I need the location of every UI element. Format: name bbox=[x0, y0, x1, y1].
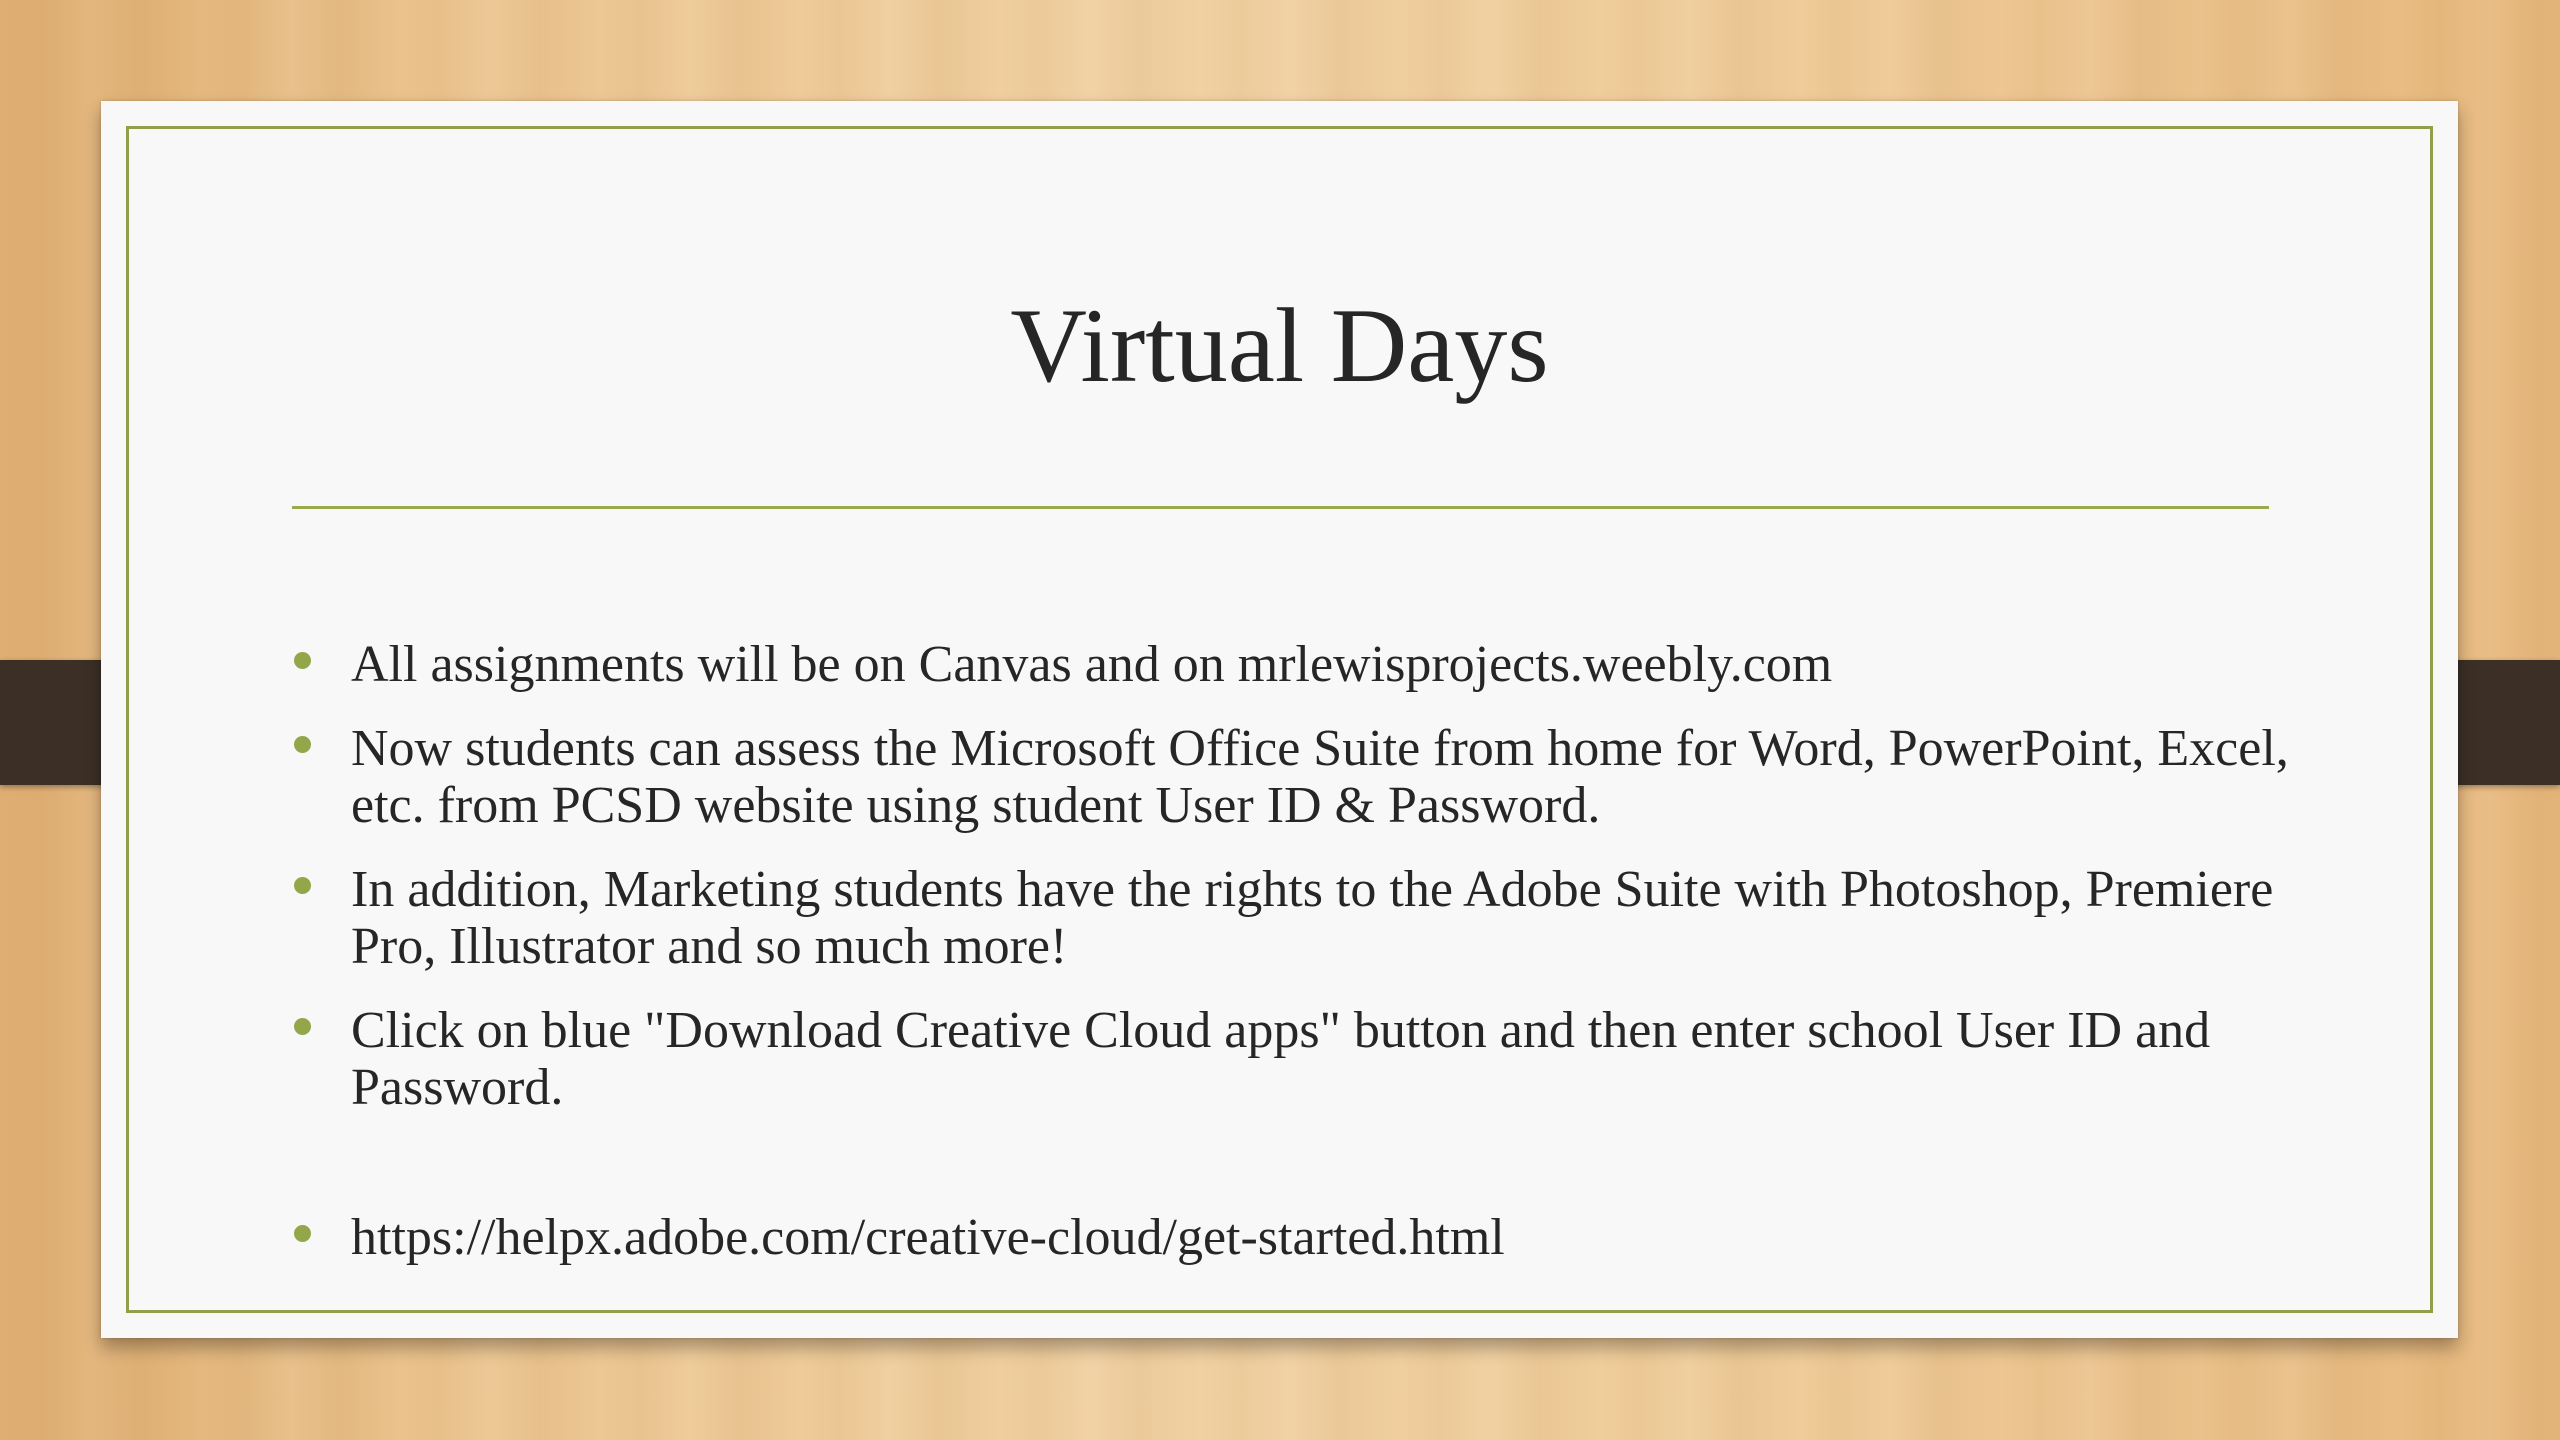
slide bbox=[101, 101, 2458, 1338]
bullet-item-link bbox=[351, 1209, 2351, 1266]
bullet-list bbox=[351, 636, 2351, 1293]
adobe-link-text: https://helpx.adobe.com/creative-cloud/get-started.html bbox=[351, 1209, 1505, 1266]
bullet-item bbox=[351, 720, 2351, 834]
bullet-text: All assignments will be on Canvas and on mrlewisprojects.weebly.com bbox=[351, 636, 1833, 693]
title-divider bbox=[292, 506, 2269, 509]
bullet-text: In addition, Marketing students have the rights to the Adobe Suite with Photoshop, Premiere Pro, Illustrator and so much more! bbox=[351, 861, 2274, 975]
slide-title: Virtual Days bbox=[1010, 287, 1549, 404]
bullet-dot-icon bbox=[294, 736, 311, 753]
bullet-dot-icon bbox=[294, 1225, 311, 1242]
bullet-item bbox=[351, 861, 2351, 975]
bullet-dot-icon bbox=[294, 1018, 311, 1035]
bullet-item bbox=[351, 1002, 2351, 1116]
bullet-text: Click on blue "Download Creative Cloud apps" button and then enter school User ID and Password. bbox=[351, 1002, 2211, 1116]
bullet-item bbox=[351, 636, 2351, 693]
bullet-text: Now students can assess the Microsoft Office Suite from home for Word, PowerPoint, Excel, etc. from PCSD website using student User ID & Password. bbox=[351, 720, 2289, 834]
bullet-dot-icon bbox=[294, 652, 311, 669]
bullet-dot-icon bbox=[294, 877, 311, 894]
